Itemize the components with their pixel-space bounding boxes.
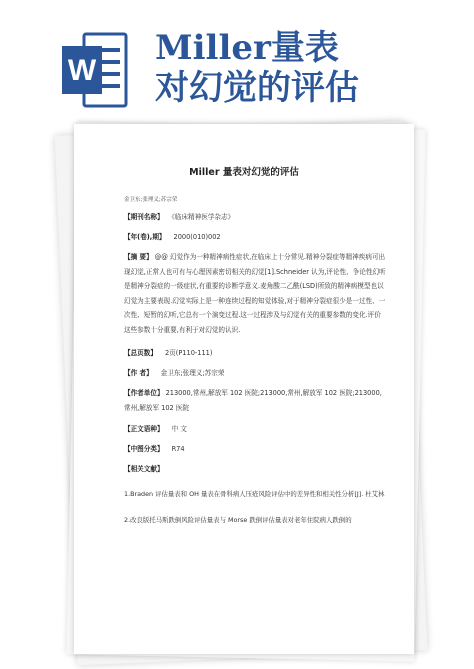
banner-title-line2: 对幻觉的评估 <box>155 68 359 108</box>
field-value: R74 <box>171 445 185 453</box>
field-label: 【期刊名称】 <box>124 213 164 221</box>
field-label: 【摘 要】 <box>124 253 153 261</box>
document-title: Miller 量表对幻觉的评估 <box>189 167 299 178</box>
document-page <box>74 124 414 654</box>
field-value: @@ 幻觉作为一种精神病性症状,在临床上十分常见.精神分裂症等精神疾病可出现幻觉,正常人也可有与心理因素密切相关的幻觉[1].Schneider 认为,评论性、争论性幻听是精神分裂症的一级症状,有重要的诊断学意义.麦角酸二乙酰(LSD)所致的精神病模型也以幻觉为主要表现.幻觉实际上是一种连续过程的知觉体验,对于精神分裂症很少是一过性、一次性、短暂的幻听,它总有一个演变过程.这一过程涉及与幻觉有关的重要参数的变化.评价这些参数十分重要,有利于对幻觉的认识. <box>124 253 386 334</box>
word-document-icon <box>62 32 128 108</box>
field-affiliation <box>124 386 386 415</box>
field-volume <box>124 230 386 245</box>
field-label: 【作者单位】 <box>124 389 164 397</box>
reference-item: 2.改良版托马斯跌倒风险评估量表与 Morse 跌倒评估量表对老年住院病人跌倒的 <box>124 516 352 524</box>
field-label: 【总页数】 <box>124 349 157 357</box>
word-logo-letter: W <box>67 54 97 87</box>
field-language <box>124 422 386 437</box>
field-abstract <box>124 250 386 337</box>
field-authors <box>124 366 386 381</box>
field-label: 【正文语种】 <box>124 425 164 433</box>
banner-title-line1: Miller量表 <box>155 28 339 68</box>
field-value: 金卫东;张理义;苏宗荣 <box>160 369 225 377</box>
field-label: 【相关文献】 <box>124 465 164 473</box>
document-authors: 金卫东;张理义;苏宗荣 <box>124 197 178 203</box>
field-related <box>124 462 386 477</box>
field-journal <box>124 210 386 225</box>
field-value: 2页(P110-111) <box>164 349 213 357</box>
banner-title <box>155 28 359 108</box>
field-value: 《临床精神医学杂志》 <box>171 213 235 221</box>
field-value: 中 文 <box>171 425 187 433</box>
field-value: 213000,常州,解放军 102 医院;213000,常州,解放军 102 医院;213000,常州,解放军 102 医院 <box>124 389 382 412</box>
field-value: 2000(010)002 <box>173 233 221 241</box>
field-label: 【年(卷),期】 <box>124 233 166 241</box>
reference-item: 1.Braden 评估量表和 OH 量表在骨科病人压疮风险评估中的差异性和相关性分析[J]. 杜艾林 <box>124 490 385 498</box>
banner <box>0 0 474 128</box>
field-label: 【作 者】 <box>124 369 153 377</box>
field-classification <box>124 442 386 457</box>
field-label: 【中图分类】 <box>124 445 164 453</box>
field-pages <box>124 346 386 361</box>
